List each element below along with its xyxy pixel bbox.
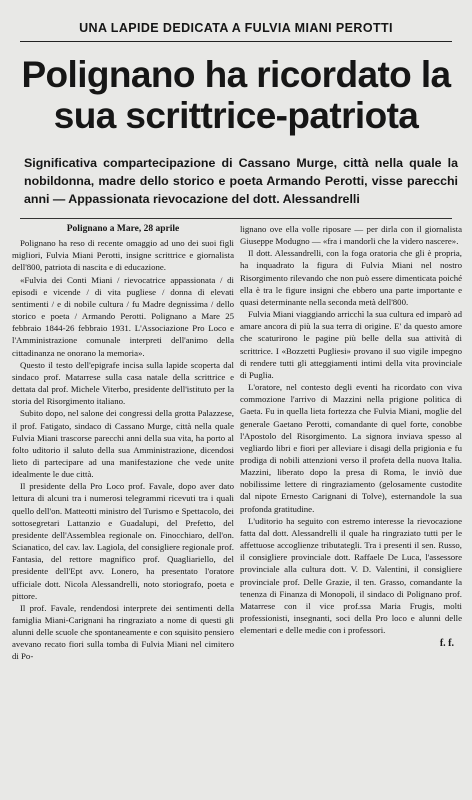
dateline: Polignano a Mare, 28 aprile: [66, 224, 180, 234]
paragraph: L'oratore, nel contesto degli eventi ha ricordato con viva commozione l'arrivo di Mazzini nella prigione politica di Gaeta. Fu in quella lieta fortezza che Fulvia Miani, moglie del generale Gaetano Perotti, comandante di quel forte, conobbe l'Apostolo del Risorgimento. La signora inviava spesso al vegliardo libri e fiori per alleviare i disagi della prigionia e fu prodiga di nobili attenzioni verso il profeta della nuova Italia. Mazzini, liberato dopo la presa di Roma, le inviò due nobilissime lettere di ringraziamento (gelosamente custodite dal nipote Ernesto Carignani di Tolve), esternandole la sua profonda gratitudine.: [240, 382, 462, 514]
divider: [20, 218, 452, 219]
paragraph: Questo il testo dell'epigrafe incisa sulla lapide scoperta dal sindaco prof. Matarrese sulla casa natale della scrittrice e dettata dal prof. Michele Viterbo, presidente dell'istituto per la storia del Risorgimento italiano.: [12, 359, 234, 407]
left-column: [12, 223, 234, 663]
divider: [20, 41, 452, 42]
newspaper-article: [8, 8, 464, 794]
paragraph: Subito dopo, nel salone dei congressi della grotta Palazzese, il prof. Fatigato, sindaco di Cassano Murge, città nella quale Fulvia Miani trascorse parecchi anni della sua vita, ha porto al folto uditorio il saluto della sua Amministrazione, dicendosi lieto di partecipare ad una manifestazione che vede unite idealmente le due città.: [12, 408, 234, 480]
paragraph: Polignano ha reso di recente omaggio ad uno dei suoi figli migliori, Fulvia Miani Perotti, insigne scrittrice e giornalista dell'800, patriota di nascita e di educazione.: [12, 238, 234, 273]
right-column: [240, 223, 462, 663]
paragraph: Il dott. Alessandrelli, con la foga oratoria che gli è propria, ha inquadrato la figura di Fulvia Miani nel nostro Risorgimento rilevando che non può essere dimenticata poiché ella è tra le figure insigni che ebbero una parte importante e quasi determinante nella seconda metà dell'800.: [240, 248, 462, 307]
paragraph: «Fulvia dei Conti Miani / rievocatrice appassionata / di episodi e vicende / di vita pugliese / donna di elevati sentimenti / e di nobile cultura / fu Madre degnissima / dello storico e poeta / Armando Perotti. Polignano a Mare 25 febbraio 1844-26 febbraio 1931. L'Associazione Pro Loco e l'Amministrazione comunale interpreti dell'animo della cittadinanza ne onorano la memoria».: [12, 274, 234, 358]
paragraph: Il prof. Favale, rendendosi interprete dei sentimenti della famiglia Miani-Carignani ha ringraziato a nome di questi gli alunni delle scuole che spontaneamente e con squisito pensiero avevano recato fiori sulla tomba di Fulvia Miani nel cimitero di Po-: [12, 602, 234, 662]
paragraph: lignano ove ella volle riposare — per dirla con il giornalista Giuseppe Modugno — «fra i mandorli che la videro nascere».: [240, 224, 462, 247]
headline: Polignano ha ricordato la sua scrittrice-patriota: [21, 54, 451, 136]
subheadline: Significativa compartecipazione di Cassano Murge, città nella quale la nobildonna, madre dello storico e poeta Armando Perotti, visse parecchi anni — Appassionata rievocazione del dott. Alessandrelli: [24, 156, 458, 206]
author-signature: f. f.: [439, 638, 454, 650]
paragraph: Il presidente della Pro Loco prof. Favale, dopo aver dato lettura di alcuni tra i numerosi telegrammi ricevuti tra i quali quello dell'on. Matteotti ministro del Turismo e Spettacolo, dei sottosegretari Lattanzio e Guadalupi, del Prefetto, del presidente dell'Assemblea regionale on. Finocchiaro, dell'on. Scianatico, del cav. lav. Lagiola, del consigliere regionale prof. Fantasia, del rettore magnifico prof. Quagliariello, del presidente dell'Ept avv. Lonero, ha presentato l'oratore ufficiale dott. Nicola Alessandrelli, noto storiografo, poeta e pittore.: [12, 481, 234, 601]
paragraph: L'uditorio ha seguito con estremo interesse la rievocazione fatta dal dott. Alessandrelli il quale ha ringraziato tutti per le affettuose accoglienze tributategli. Tra i presenti il sen. Russo, il consigliere provinciale dott. Raffaele De Luca, l'assessore provinciale alla cultura dott. V. D. Valentini, il consigliere provinciale prof. Delle Grazie, il ten. Grasso, comandante la tenenza di Finanza di Monopoli, il sindaco di Polignano prof. Matarrese con il vice prof.ssa Maria Frugis, molti professionisti, insegnanti, soci della Pro loco e alunni delle elementari e delle medie con i professori.: [240, 515, 462, 636]
kicker: UNA LAPIDE DEDICATA A FULVIA MIANI PEROTTI: [79, 21, 393, 35]
paragraph: Fulvia Miani viaggiando arricchì la sua cultura ed imparò ad amare ancora di più la sua terra di origine. E' da questo amore che scaturirono le pagine più belle della sua attività di scrittrice. I «Bozzetti Pugliesi» provano il suo vigile impegno di rendere tutti gli atteggiamenti intimi della vita provinciale di Puglia.: [240, 309, 462, 380]
article-body: [8, 223, 464, 663]
